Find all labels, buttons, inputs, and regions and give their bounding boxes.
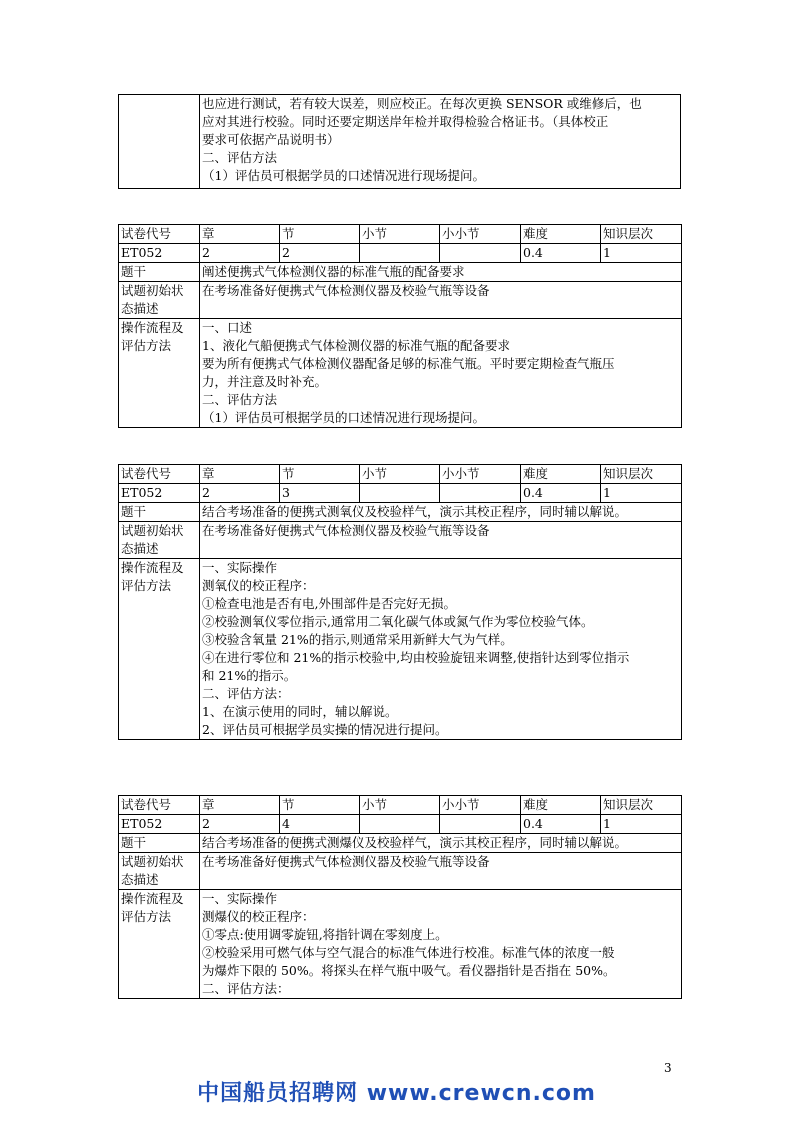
stem-text: 阐述便携式气体检测仪器的标准气瓶的配备要求: [200, 263, 682, 282]
header-row: [119, 225, 682, 244]
stem-label: 题干: [119, 263, 200, 282]
procedure-line: 1、在演示使用的同时，辅以解说。: [202, 704, 398, 719]
value-section: 4: [280, 815, 360, 834]
header-row: [119, 465, 682, 484]
procedure-line: 1、液化气船便携式气体检测仪器的标准气瓶的配备要求: [202, 338, 510, 353]
initial-state-row: [119, 853, 682, 890]
procedure-line: 和 21%的指示。: [202, 668, 297, 683]
initial-state-label-line: 试题初始状: [121, 283, 184, 298]
value-code: ET052: [119, 244, 200, 263]
value-row: [119, 815, 682, 834]
procedure-label-line: 评估方法: [121, 578, 172, 593]
procedure-line: ②校验采用可燃气体与空气混合的标准气体进行校准。标准气体的浓度一般: [202, 945, 615, 960]
value-row: [119, 484, 682, 503]
header-chapter: 章: [200, 465, 280, 484]
continuation-line: 应对其进行校验。同时还要定期送岸年检并取得检验合格证书。（具体校正: [202, 114, 609, 129]
procedure-label: [119, 890, 200, 999]
value-row: [119, 244, 682, 263]
initial-state-label-line: 态描述: [121, 301, 159, 316]
header-code: 试卷代号: [119, 796, 200, 815]
stem-label: 题干: [119, 503, 200, 522]
header-difficulty: 难度: [521, 796, 601, 815]
procedure-text: [200, 319, 682, 428]
continuation-table: [118, 94, 681, 189]
header-row: [119, 796, 682, 815]
value-code: ET052: [119, 484, 200, 503]
procedure-line: ③校验含氧量 21%的指示,则通常采用新鲜大气为气样。: [202, 632, 513, 647]
initial-state-text: 在考场准备好便携式气体检测仪器及校验气瓶等设备: [200, 522, 682, 559]
initial-state-row: [119, 282, 682, 319]
stem-label: 题干: [119, 834, 200, 853]
value-chapter: 2: [200, 484, 280, 503]
continuation-line: 要求可依据产品说明书）: [202, 132, 340, 147]
initial-state-label: [119, 853, 200, 890]
value-section: 2: [280, 244, 360, 263]
header-difficulty: 难度: [521, 225, 601, 244]
value-chapter: 2: [200, 244, 280, 263]
initial-state-row: [119, 522, 682, 559]
header-subsection: 小节: [360, 465, 440, 484]
procedure-row: [119, 559, 682, 740]
initial-state-label: [119, 522, 200, 559]
footer-watermark: 中国船员招聘网 www.crewcn.com: [197, 1081, 596, 1106]
value-subsubsection: [440, 244, 521, 263]
procedure-label-line: 操作流程及: [121, 891, 184, 906]
initial-state-text: 在考场准备好便携式气体检测仪器及校验气瓶等设备: [200, 282, 682, 319]
stem-text: 结合考场准备的便携式测爆仪及校验样气，演示其校正程序，同时辅以解说。: [200, 834, 682, 853]
value-difficulty: 0.4: [521, 815, 601, 834]
procedure-line: 力，并注意及时补充。: [202, 374, 328, 389]
procedure-line: 二、评估方法：: [202, 686, 290, 701]
continuation-line: 二、评估方法: [202, 150, 278, 165]
stem-row: [119, 503, 682, 522]
procedure-line: 二、评估方法：: [202, 981, 290, 996]
header-level: 知识层次: [601, 225, 682, 244]
procedure-label-line: 评估方法: [121, 338, 172, 353]
initial-state-label-line: 态描述: [121, 872, 159, 887]
procedure-label: [119, 559, 200, 740]
value-section: 3: [280, 484, 360, 503]
stem-row: [119, 834, 682, 853]
procedure-line: 测爆仪的校正程序：: [202, 909, 315, 924]
procedure-line: 一、实际操作: [202, 891, 278, 906]
procedure-line: 一、口述: [202, 320, 253, 335]
procedure-line: 一、实际操作: [202, 560, 278, 575]
initial-state-label-line: 态描述: [121, 541, 159, 556]
procedure-line: ①零点:使用调零旋钮,将指针调在零刻度上。: [202, 927, 448, 942]
header-subsubsection: 小小节: [440, 465, 521, 484]
header-difficulty: 难度: [521, 465, 601, 484]
procedure-row: [119, 319, 682, 428]
value-subsection: [360, 484, 440, 503]
procedure-label-line: 操作流程及: [121, 320, 184, 335]
continuation-line: 也应进行测试，若有较大误差，则应校正。在每次更换 SENSOR 或维修后，也: [202, 96, 642, 111]
continuation-empty-cell: [119, 95, 200, 189]
header-section: 节: [280, 465, 360, 484]
procedure-line: 为爆炸下限的 50%。将探头在样气瓶中吸气。看仪器指针是否指在 50%。: [202, 963, 616, 978]
procedure-text: [200, 890, 682, 999]
procedure-row: [119, 890, 682, 999]
procedure-label-line: 操作流程及: [121, 560, 184, 575]
continuation-line: （1）评估员可根据学员的口述情况进行现场提问。: [202, 168, 485, 183]
exam-table-1: [118, 224, 682, 428]
page-number: 3: [664, 1061, 672, 1075]
value-subsubsection: [440, 484, 521, 503]
procedure-line: ①检查电池是否有电,外围部件是否完好无损。: [202, 596, 456, 611]
procedure-line: （1）评估员可根据学员的口述情况进行现场提问。: [202, 410, 485, 425]
procedure-line: 要为所有便携式气体检测仪器配备足够的标准气瓶。平时要定期检查气瓶压: [202, 356, 615, 371]
procedure-label-line: 评估方法: [121, 909, 172, 924]
initial-state-label: [119, 282, 200, 319]
value-code: ET052: [119, 815, 200, 834]
procedure-line: ②校验测氧仪零位指示,通常用二氧化碳气体或氮气作为零位校验气体。: [202, 614, 594, 629]
procedure-text: [200, 559, 682, 740]
value-subsection: [360, 815, 440, 834]
value-chapter: 2: [200, 815, 280, 834]
value-subsubsection: [440, 815, 521, 834]
header-subsection: 小节: [360, 796, 440, 815]
value-subsection: [360, 244, 440, 263]
value-difficulty: 0.4: [521, 244, 601, 263]
initial-state-label-line: 试题初始状: [121, 523, 184, 538]
header-subsection: 小节: [360, 225, 440, 244]
stem-row: [119, 263, 682, 282]
value-level: 1: [601, 815, 682, 834]
continuation-content: [200, 95, 681, 189]
exam-table-3: [118, 795, 682, 999]
header-subsubsection: 小小节: [440, 225, 521, 244]
procedure-label: [119, 319, 200, 428]
procedure-line: 2、评估员可根据学员实操的情况进行提问。: [202, 722, 448, 737]
procedure-line: 二、评估方法: [202, 392, 278, 407]
header-code: 试卷代号: [119, 465, 200, 484]
header-chapter: 章: [200, 796, 280, 815]
header-section: 节: [280, 225, 360, 244]
initial-state-text: 在考场准备好便携式气体检测仪器及校验气瓶等设备: [200, 853, 682, 890]
header-subsubsection: 小小节: [440, 796, 521, 815]
header-chapter: 章: [200, 225, 280, 244]
header-code: 试卷代号: [119, 225, 200, 244]
value-difficulty: 0.4: [521, 484, 601, 503]
header-level: 知识层次: [601, 465, 682, 484]
stem-text: 结合考场准备的便携式测氧仪及校验样气，演示其校正程序，同时辅以解说。: [200, 503, 682, 522]
header-level: 知识层次: [601, 796, 682, 815]
value-level: 1: [601, 244, 682, 263]
procedure-line: ④在进行零位和 21%的指示校验中,均由校验旋钮来调整,使指针达到零位指示: [202, 650, 630, 665]
value-level: 1: [601, 484, 682, 503]
header-section: 节: [280, 796, 360, 815]
procedure-line: 测氧仪的校正程序：: [202, 578, 315, 593]
exam-table-2: [118, 464, 682, 740]
initial-state-label-line: 试题初始状: [121, 854, 184, 869]
